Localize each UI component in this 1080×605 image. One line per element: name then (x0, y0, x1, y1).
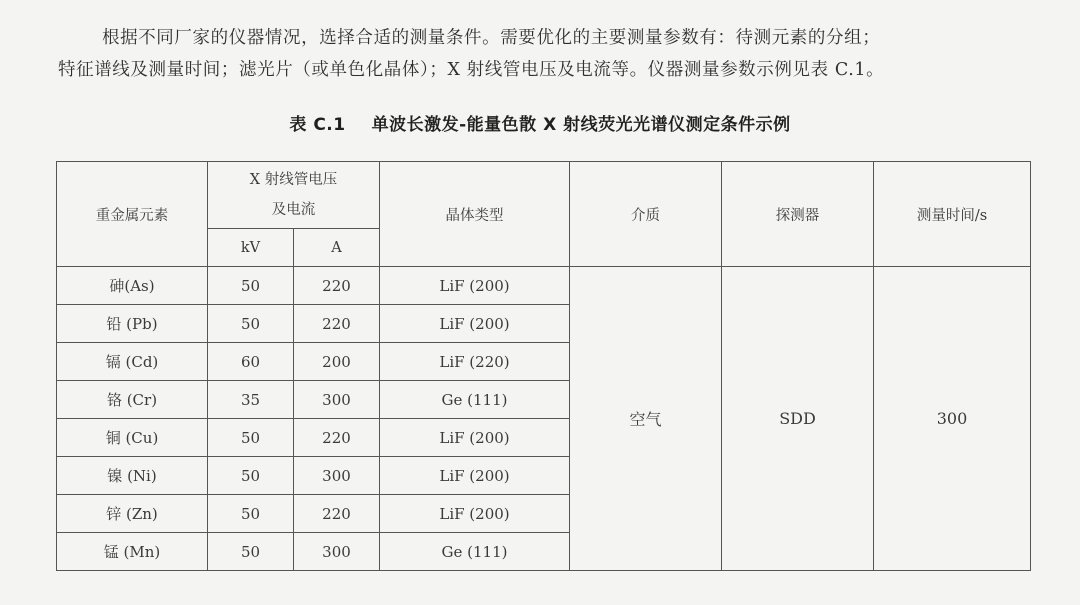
cell-detector: SDD (722, 267, 874, 571)
cell-crystal: Ge (111) (380, 381, 570, 419)
header-a: A (294, 229, 380, 267)
table-caption (0, 110, 1080, 135)
cell-kv: 50 (208, 419, 294, 457)
table-row (57, 267, 1031, 305)
header-medium: 介质 (570, 162, 722, 267)
cell-medium: 空气 (570, 267, 722, 571)
cell-element: 砷(As) (57, 267, 208, 305)
cell-a: 220 (294, 305, 380, 343)
intro-paragraph (58, 22, 1058, 86)
cell-crystal: Ge (111) (380, 533, 570, 571)
header-tube-line2: 及电流 (271, 202, 316, 218)
cell-kv: 50 (208, 267, 294, 305)
cell-a: 200 (294, 343, 380, 381)
cell-time: 300 (874, 267, 1031, 571)
cell-crystal: LiF (220) (380, 343, 570, 381)
header-detector: 探测器 (722, 162, 874, 267)
cell-kv: 50 (208, 457, 294, 495)
cell-kv: 50 (208, 533, 294, 571)
cell-a: 300 (294, 381, 380, 419)
cell-kv: 50 (208, 495, 294, 533)
cell-element: 镉 (Cd) (57, 343, 208, 381)
cell-kv: 35 (208, 381, 294, 419)
conditions-table (56, 161, 1031, 571)
cell-crystal: LiF (200) (380, 419, 570, 457)
cell-crystal: LiF (200) (380, 305, 570, 343)
cell-element: 锰 (Mn) (57, 533, 208, 571)
cell-element: 铅 (Pb) (57, 305, 208, 343)
cell-element: 镍 (Ni) (57, 457, 208, 495)
cell-kv: 60 (208, 343, 294, 381)
cell-a: 300 (294, 457, 380, 495)
table-title: 单波长激发-能量色散 X 射线荧光光谱仪测定条件示例 (371, 115, 791, 135)
header-time: 测量时间/s (874, 162, 1031, 267)
cell-a: 220 (294, 495, 380, 533)
table-number: 表 C.1 (289, 115, 346, 135)
paragraph-line-2: 特征谱线及测量时间；滤光片（或单色化晶体）；X 射线管电压及电流等。仪器测量参数示例见表 C.1。 (58, 60, 885, 80)
header-tube-line1: X 射线管电压 (249, 172, 338, 188)
cell-element: 锌 (Zn) (57, 495, 208, 533)
cell-crystal: LiF (200) (380, 457, 570, 495)
cell-a: 300 (294, 533, 380, 571)
cell-element: 铜 (Cu) (57, 419, 208, 457)
cell-crystal: LiF (200) (380, 267, 570, 305)
paragraph-line-1: 根据不同厂家的仪器情况，选择合适的测量条件。需要优化的主要测量参数有：待测元素的分组； (102, 28, 881, 48)
cell-element: 铬 (Cr) (57, 381, 208, 419)
cell-a: 220 (294, 267, 380, 305)
cell-crystal: LiF (200) (380, 495, 570, 533)
cell-a: 220 (294, 419, 380, 457)
cell-kv: 50 (208, 305, 294, 343)
header-element: 重金属元素 (57, 162, 208, 267)
header-crystal: 晶体类型 (380, 162, 570, 267)
header-tube (208, 162, 380, 229)
header-kv: kV (208, 229, 294, 267)
